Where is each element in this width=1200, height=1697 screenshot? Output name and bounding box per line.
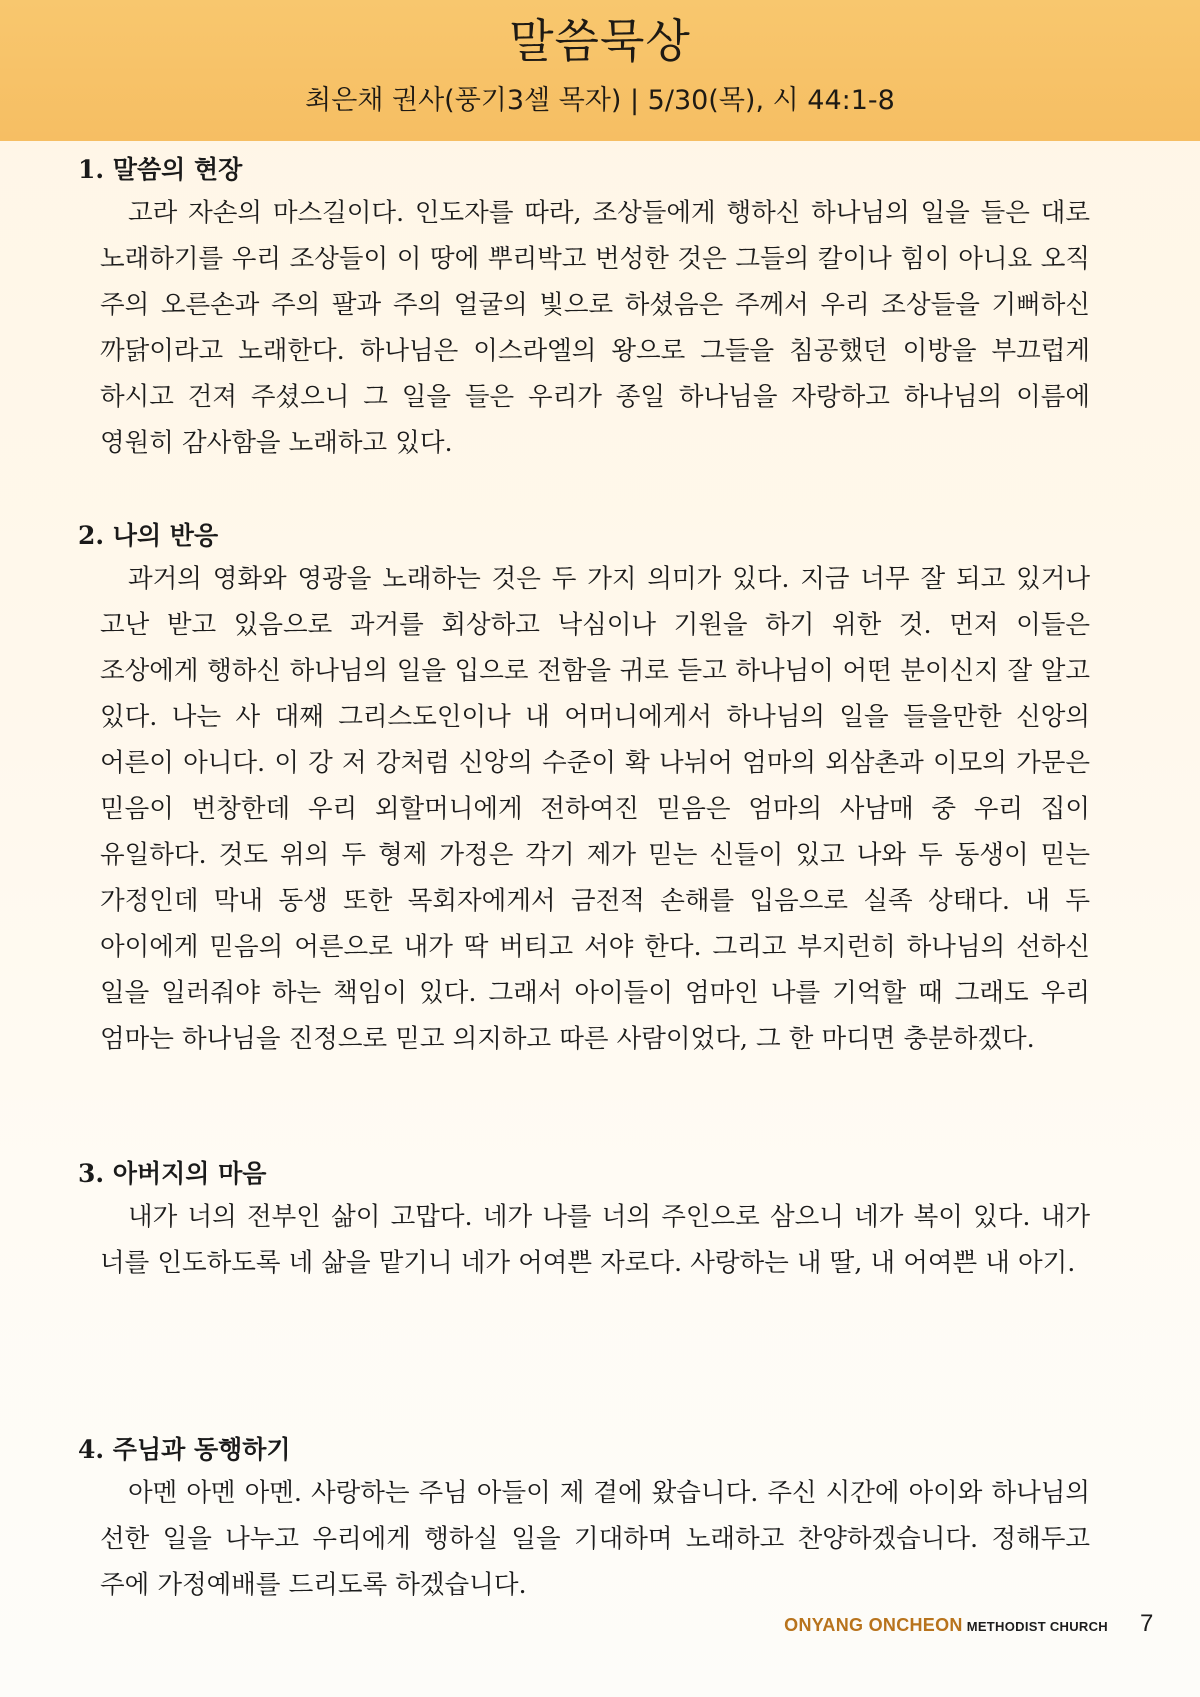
church-suffix: METHODIST CHURCH bbox=[966, 1619, 1108, 1634]
section-father-heart bbox=[78, 1154, 1092, 1286]
page-subtitle: 최은채 권사(풍기3셀 목자) | 5/30(목), 시 44:1-8 bbox=[305, 85, 895, 116]
section-body: 내가 너의 전부인 삶이 고맙다. 네가 나를 너의 주인으로 삼으니 네가 복이 있다. 내가 너를 인도하도록 네 삶을 맡기니 네가 어여쁜 자로다. 사랑하는 내 딸, 내 어여쁜 내 아기. bbox=[100, 1202, 1090, 1278]
section-walk-with-lord bbox=[78, 1430, 1092, 1608]
church-footer bbox=[784, 1615, 1108, 1636]
section-response bbox=[78, 516, 1092, 1062]
church-name: ONYANG ONCHEON bbox=[784, 1615, 963, 1635]
page-title: 말씀묵상 bbox=[509, 14, 691, 68]
section-heading: 2. 나의 반응 bbox=[78, 521, 219, 550]
section-body: 고라 자손의 마스길이다. 인도자를 따라, 조상들에게 행하신 하나님의 일을 들은 대로 노래하기를 우리 조상들이 이 땅에 뿌리박고 번성한 것은 그들의 칼이나 힘이 아니요 오직 주의 오른손과 주의 팔과 주의 얼굴의 빛으로 하셨음은 주께서 우리 조상들을 기뻐하신 까닭이라고 노래한다. 하나님은 이스라엘의 왕으로 그들을 침공했던 이방을 부끄럽게 하시고 건져 주셨으니 그 일을 들은 우리가 종일 하나님을 자랑하고 하나님의 이름에 영원히 감사함을 노래하고 있다. bbox=[100, 198, 1090, 458]
section-heading: 4. 주님과 동행하기 bbox=[78, 1435, 291, 1464]
section-heading: 1. 말씀의 현장 bbox=[78, 155, 243, 184]
section-scene bbox=[78, 150, 1092, 466]
section-heading: 3. 아버지의 마음 bbox=[78, 1159, 267, 1188]
section-body: 과거의 영화와 영광을 노래하는 것은 두 가지 의미가 있다. 지금 너무 잘 되고 있거나 고난 받고 있음으로 과거를 회상하고 낙심이나 기원을 하기 위한 것. 먼저 이들은 조상에게 행하신 하나님의 일을 입으로 전함을 귀로 듣고 하나님이 어떤 분이신지 잘 알고 있다. 나는 사 대째 그리스도인이나 내 어머니에게서 하나님의 일을 들을만한 신앙의 어른이 아니다. 이 강 저 강처럼 신앙의 수준이 확 나뉘어 엄마의 외삼촌과 이모의 가문은 믿음이 번창한데 우리 외할머니에게 전하여진 믿음은 엄마의 사남매 중 우리 집이 유일하다. 것도 위의 두 형제 가정은 각기 제가 믿는 신들이 있고 나와 두 동생이 믿는 가정인데 막내 동생 또한 목회자에게서 금전적 손해를 입음으로 실족 상태다. 내 두 아이에게 믿음의 어른으로 내가 딱 버티고 서야 한다. 그리고 부지런히 하나님의 선하신 일을 일러줘야 하는 책임이 있다. 그래서 아이들이 엄마인 나를 기억할 때 그래도 우리 엄마는 하나님을 진정으로 믿고 의지하고 따른 사람이었다, 그 한 마디면 충분하겠다. bbox=[100, 564, 1090, 1054]
page-header bbox=[0, 0, 1200, 141]
section-body: 아멘 아멘 아멘. 사랑하는 주님 아들이 제 곁에 왔습니다. 주신 시간에 아이와 하나님의 선한 일을 나누고 우리에게 행하실 일을 기대하며 노래하고 찬양하겠습니다. 정해두고 주에 가정예배를 드리도록 하겠습니다. bbox=[100, 1478, 1090, 1600]
page-number: 7 bbox=[1140, 1610, 1154, 1637]
